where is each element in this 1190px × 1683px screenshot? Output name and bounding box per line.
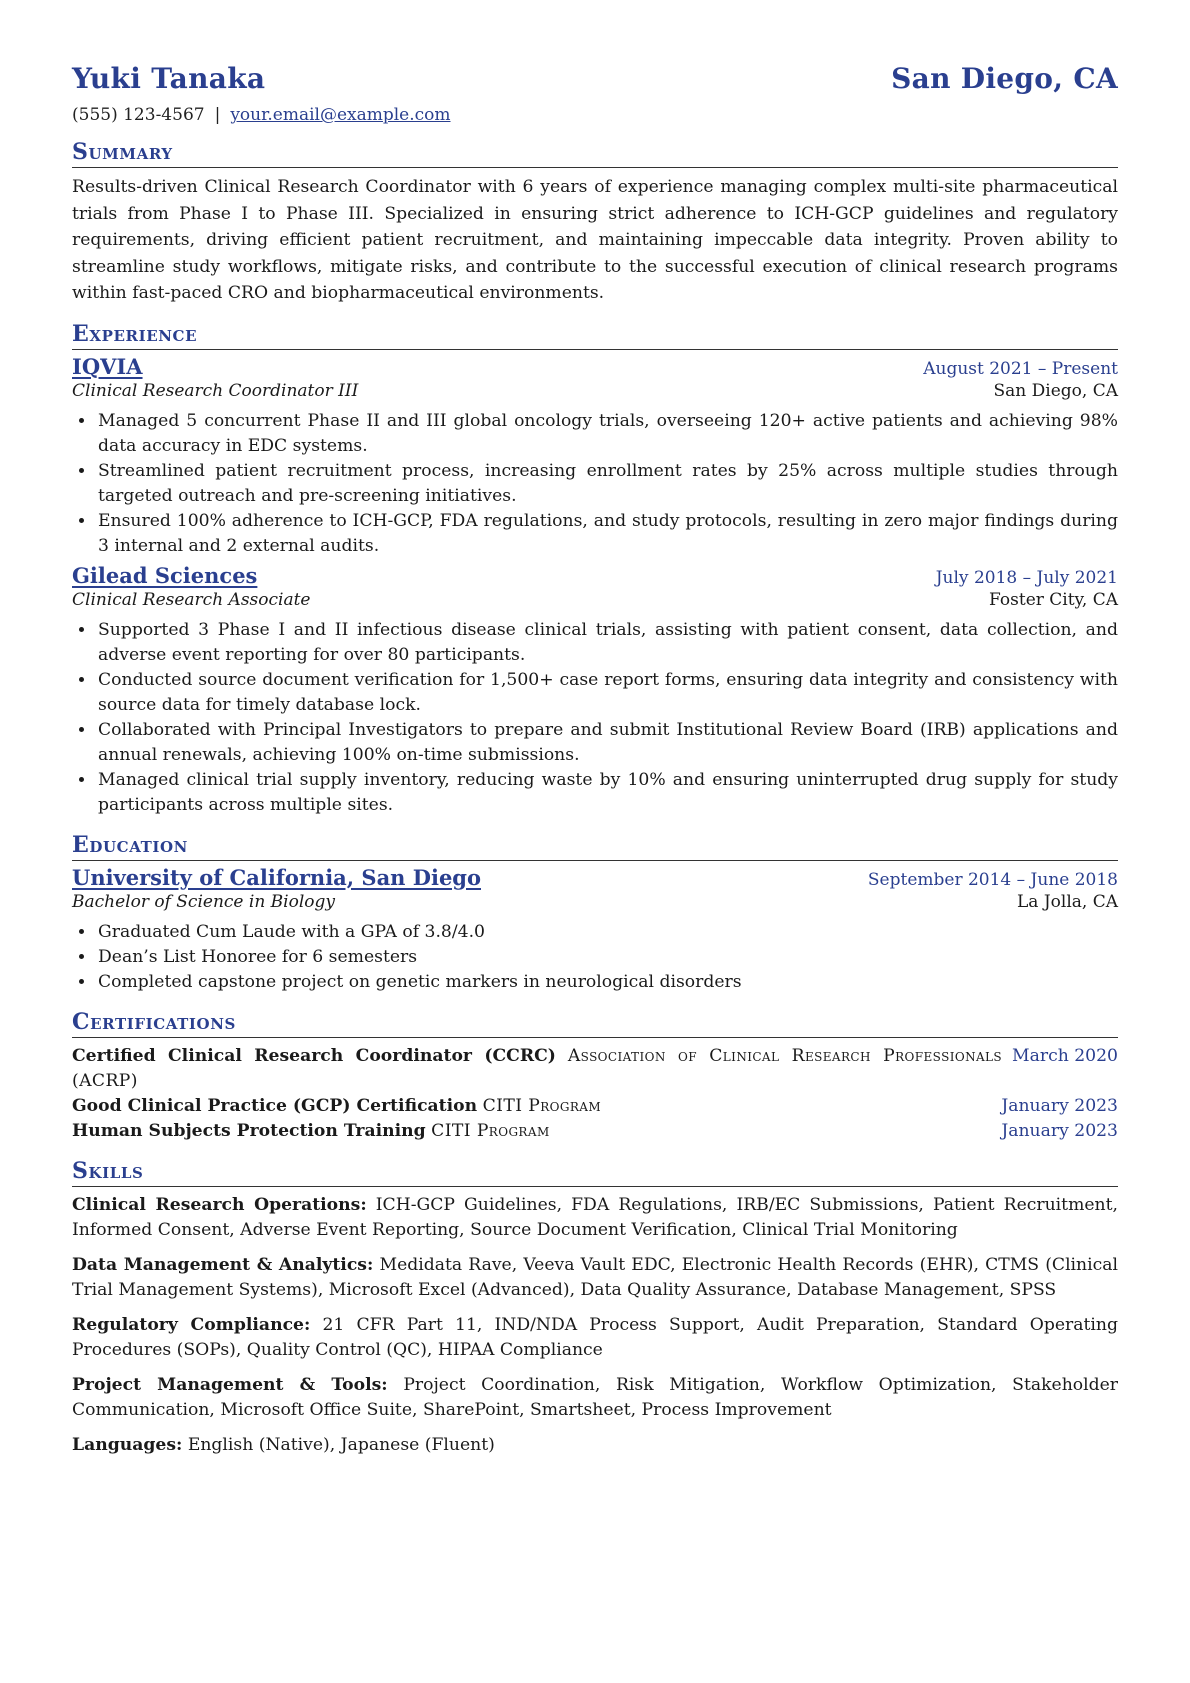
bullet-item: • Collaborated with Principal Investigators to prepare and submit Institutional Review Board (IRB) applications and annual renewals, achieving 100% on-time submissions.	[96, 718, 1118, 768]
job-title: Clinical Research Coordinator III	[72, 380, 359, 401]
bullet-item: • Managed 5 concurrent Phase II and III global oncology trials, overseeing 120+ active patients and achieving 98% data accuracy in EDC systems.	[96, 409, 1118, 459]
skill-category: Clinical Research Operations:	[72, 1194, 367, 1215]
education-entry	[72, 865, 1118, 995]
school-link[interactable]: University of California, San Diego	[72, 864, 481, 890]
bullet-list	[72, 409, 1118, 559]
phone-number: (555) 123-4567	[72, 105, 205, 125]
bullet-item: • Completed capstone project on genetic markers in neurological disorders	[96, 970, 1118, 995]
email-link[interactable]: your.email@example.com	[230, 105, 451, 125]
skill-group	[72, 1373, 1118, 1423]
employer-link[interactable]: Gilead Sciences	[72, 562, 258, 588]
skill-group	[72, 1433, 1118, 1458]
degree: Bachelor of Science in Biology	[72, 891, 336, 912]
skill-category: Regulatory Compliance:	[72, 1314, 311, 1335]
summary-section	[72, 139, 1118, 307]
skill-category: Languages:	[72, 1434, 183, 1455]
experience-entry-gilead	[72, 563, 1118, 818]
employer-link[interactable]: IQVIA	[72, 353, 143, 379]
section-title-summary: Summary	[72, 139, 1118, 168]
certification-date: January 2023	[1001, 1095, 1118, 1116]
section-title-experience: Experience	[72, 321, 1118, 350]
skill-list: Medidata Rave, Veeva Vault EDC, Electronic Health Records (EHR), CTMS (Clinical Trial Management Systems), Microsoft Excel (Advanced), Data Quality Assurance, Database Management, SPSS	[72, 1254, 1118, 1300]
certification-issuer: Association of Clinical Research Professionals (ACRP)	[72, 1045, 1003, 1091]
skill-list: ICH-GCP Guidelines, FDA Regulations, IRB/EC Submissions, Patient Recruitment, Informed Consent, Adverse Event Reporting, Source Document Verification, Clinical Trial Monitoring	[72, 1194, 1118, 1240]
bullet-item: • Managed clinical trial supply inventory, reducing waste by 10% and ensuring uninterrupted drug supply for study participants across multiple sites.	[96, 768, 1118, 818]
certification-issuer: CITI Program	[482, 1095, 602, 1116]
entry-dates: August 2021 – Present	[923, 358, 1118, 379]
certification-row	[72, 1094, 1118, 1119]
skill-category: Data Management & Analytics:	[72, 1254, 374, 1275]
bullet-item: • Supported 3 Phase I and II infectious disease clinical trials, assisting with patient consent, data collection, and adverse event reporting for over 80 participants.	[96, 618, 1118, 668]
skill-list: English (Native), Japanese (Fluent)	[187, 1434, 495, 1455]
bullet-item: • Streamlined patient recruitment process, increasing enrollment rates by 25% across multiple studies through targeted outreach and pre-screening initiatives.	[96, 459, 1118, 509]
bullet-item: • Ensured 100% adherence to ICH-GCP, FDA regulations, and study protocols, resulting in zero major findings during 3 internal and 2 external audits.	[96, 509, 1118, 559]
candidate-location: San Diego, CA	[891, 62, 1118, 95]
job-title: Clinical Research Associate	[72, 589, 311, 610]
certification-row	[72, 1119, 1118, 1144]
section-title-skills: Skills	[72, 1158, 1118, 1187]
resume-header	[72, 62, 1118, 95]
skill-group	[72, 1253, 1118, 1303]
skill-group	[72, 1193, 1118, 1243]
certification-date: January 2023	[1001, 1120, 1118, 1141]
contact-separator: |	[214, 105, 221, 125]
certifications-section	[72, 1009, 1118, 1144]
skills-section	[72, 1158, 1118, 1458]
bullet-list	[72, 920, 1118, 995]
section-title-certifications: Certifications	[72, 1009, 1118, 1038]
bullet-item: • Graduated Cum Laude with a GPA of 3.8/4.0	[96, 920, 1118, 945]
skill-group	[72, 1313, 1118, 1363]
certification-name: Good Clinical Practice (GCP) Certification	[72, 1095, 478, 1116]
bullet-item: • Conducted source document verification for 1,500+ case report forms, ensuring data integrity and consistency with source data for timely database lock.	[96, 668, 1118, 718]
bullet-list	[72, 618, 1118, 818]
entry-location: Foster City, CA	[989, 589, 1118, 610]
education-section	[72, 832, 1118, 995]
section-title-education: Education	[72, 832, 1118, 861]
skill-list: Project Coordination, Risk Mitigation, Workflow Optimization, Stakeholder Communication, Microsoft Office Suite, SharePoint, Smartsheet, Process Improvement	[72, 1374, 1119, 1420]
summary-text: Results-driven Clinical Research Coordinator with 6 years of experience managing complex multi-site pharmaceutical trials from Phase I to Phase III. Specialized in ensuring strict adherence to ICH-GCP guidelines and regulatory requirements, driving efficient patient recruitment, and maintaining impeccable data integrity. Proven ability to streamline study workflows, mitigate risks, and contribute to the successful execution of clinical research programs within fast-paced CRO and biopharmaceutical environments.	[72, 177, 1118, 303]
entry-location: La Jolla, CA	[1017, 891, 1118, 912]
skill-category: Project Management & Tools:	[72, 1374, 388, 1395]
certification-date: March 2020	[1012, 1045, 1118, 1066]
entry-location: San Diego, CA	[993, 380, 1118, 401]
certification-issuer: CITI Program	[431, 1120, 550, 1141]
entry-dates: September 2014 – June 2018	[867, 869, 1118, 890]
certification-name: Human Subjects Protection Training	[72, 1120, 426, 1141]
experience-entry-iqvia	[72, 354, 1118, 559]
experience-section	[72, 321, 1118, 818]
contact-line	[72, 105, 1118, 125]
bullet-item: • Dean’s List Honoree for 6 semesters	[96, 945, 1118, 970]
entry-dates: July 2018 – July 2021	[935, 567, 1118, 588]
certification-name: Certified Clinical Research Coordinator (CCRC)	[72, 1045, 556, 1066]
skill-list: 21 CFR Part 11, IND/NDA Process Support, Audit Preparation, Standard Operating Procedures (SOPs), Quality Control (QC), HIPAA Compliance	[72, 1314, 1118, 1360]
candidate-name: Yuki Tanaka	[72, 62, 266, 95]
certification-row	[72, 1044, 1118, 1094]
